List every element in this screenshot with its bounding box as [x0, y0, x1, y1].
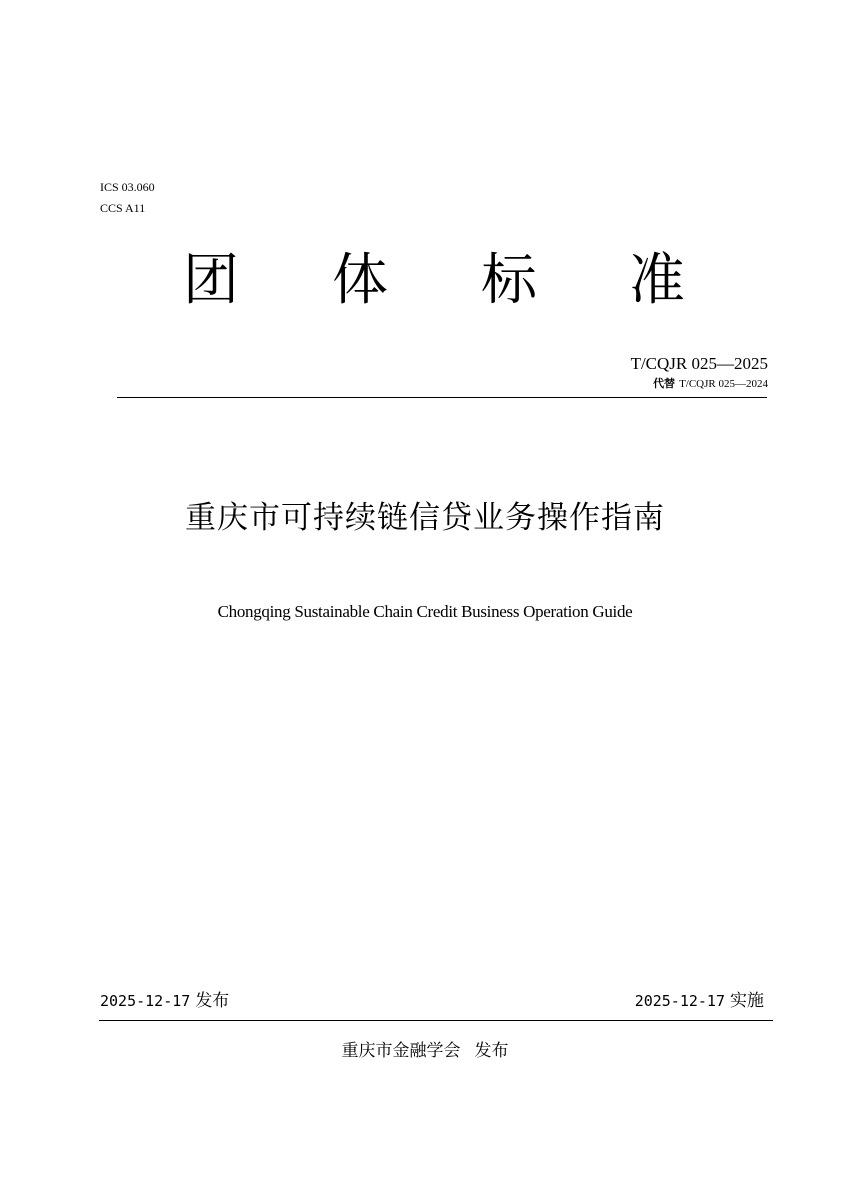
publisher-name: 重庆市金融学会	[341, 1041, 461, 1061]
ics-code: ICS 03.060	[100, 180, 155, 194]
ccs-code: CCS A11	[100, 201, 146, 215]
document-title-english: Chongqing Sustainable Chain Credit Business Operation Guide	[217, 602, 633, 621]
category-char-2: 体	[332, 248, 388, 313]
publisher-label: 发布	[474, 1041, 509, 1061]
header-divider	[117, 397, 767, 398]
implementation-date-line	[635, 990, 764, 1012]
implementation-label: 实施	[730, 991, 764, 1011]
publisher-line	[0, 1040, 850, 1062]
replaces-label: 代替	[653, 377, 676, 390]
implementation-date: 2025-12-17	[634, 992, 725, 1010]
replaces-number: T/CQJR 025—2024	[679, 378, 768, 390]
footer-divider	[99, 1020, 773, 1021]
issue-label: 发布	[195, 991, 230, 1011]
category-char-3: 标	[481, 248, 537, 313]
issue-date: 2025-12-17	[100, 992, 191, 1010]
issue-date-line	[100, 990, 229, 1012]
category-char-1: 团	[183, 248, 239, 313]
category-char-4: 准	[629, 248, 685, 313]
document-title: 重庆市可持续链信贷业务操作指南	[185, 500, 665, 536]
replaces-line	[653, 377, 768, 391]
standard-number: T/CQJR 025—2025	[630, 354, 768, 373]
